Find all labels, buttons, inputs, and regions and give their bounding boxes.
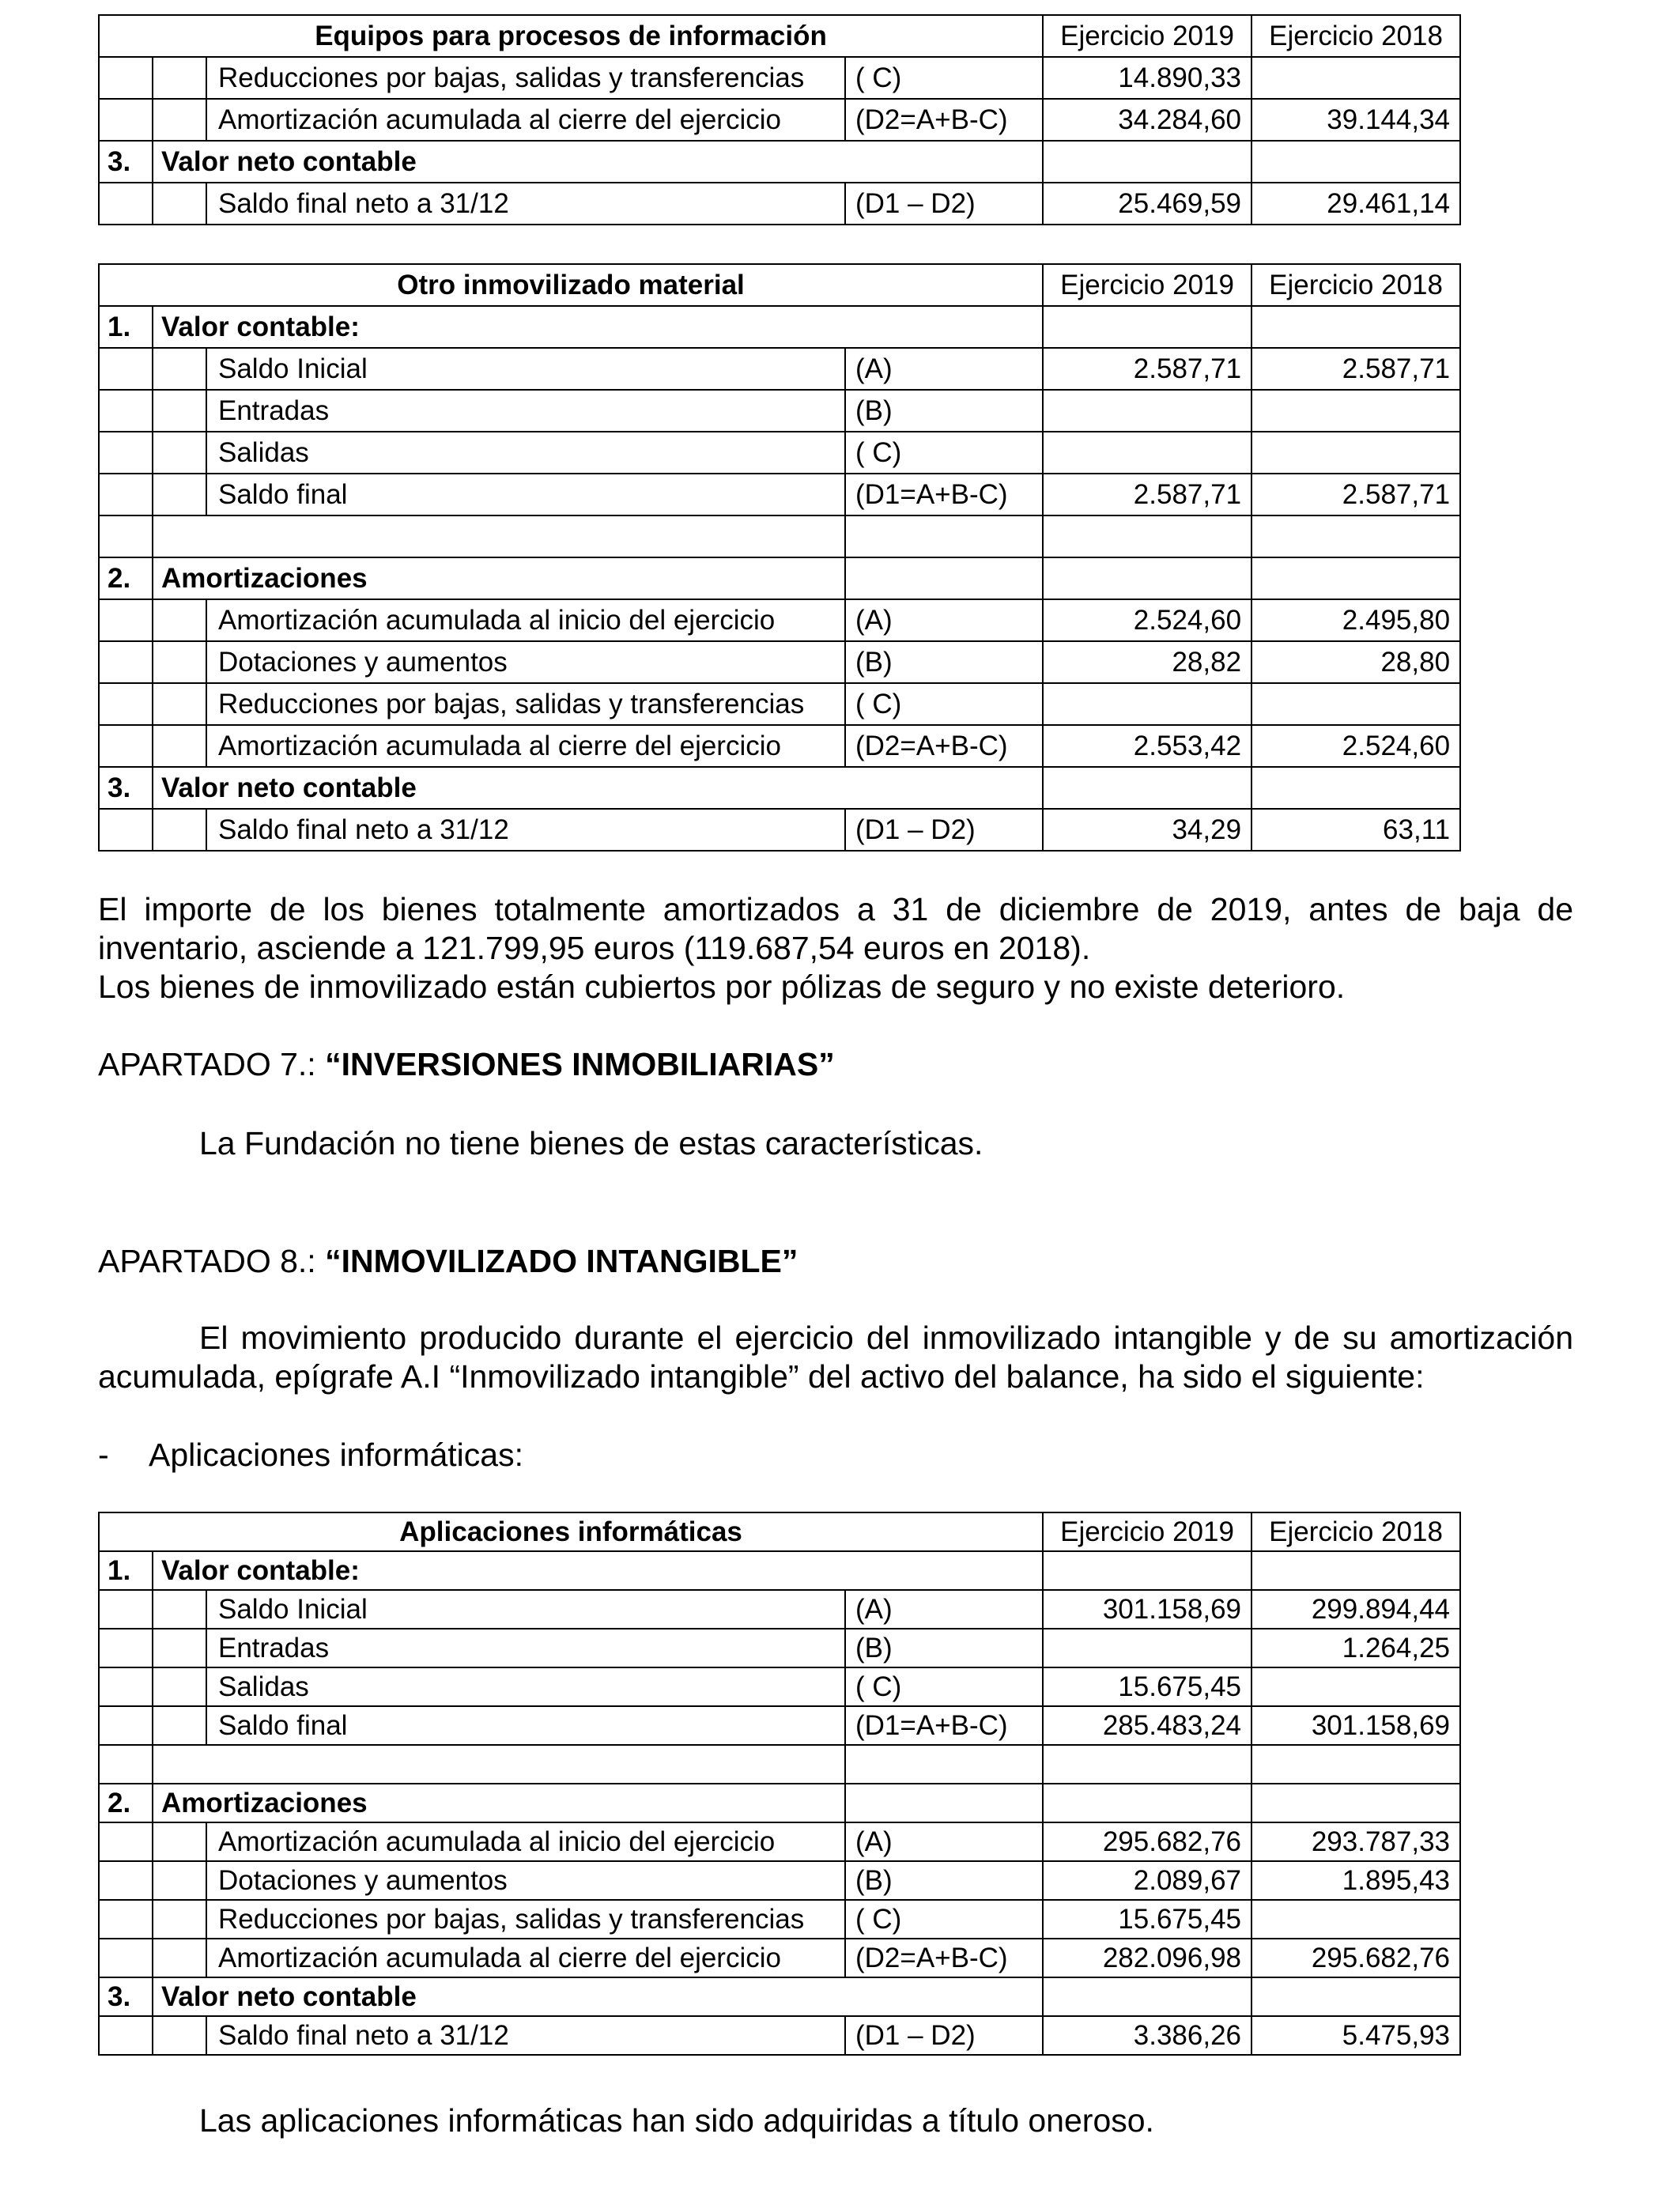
table-title: Aplicaciones informáticas xyxy=(99,1512,1043,1551)
table-otro-inmovilizado xyxy=(98,263,1461,852)
value-2019: 2.089,67 xyxy=(1043,1861,1252,1900)
value-2018: 1.895,43 xyxy=(1252,1861,1460,1900)
row-label: Saldo final xyxy=(206,1706,845,1745)
row-label: Amortización acumulada al cierre del ejercicio xyxy=(206,99,845,141)
table-row xyxy=(99,1667,1460,1706)
table-equipos xyxy=(98,14,1461,225)
row-label: Entradas xyxy=(206,1629,845,1667)
row-label: Dotaciones y aumentos xyxy=(206,1861,845,1900)
section-number: 3. xyxy=(99,767,153,809)
heading-prefix: APARTADO 7.: xyxy=(98,1046,326,1082)
row-label: Amortización acumulada al inicio del ejercicio xyxy=(206,599,845,641)
value-2018: 299.894,44 xyxy=(1252,1590,1460,1629)
row-label: Reducciones por bajas, salidas y transferencias xyxy=(206,1900,845,1939)
value-2019: 295.682,76 xyxy=(1043,1822,1252,1861)
value-2019: 25.469,59 xyxy=(1043,183,1252,225)
column-header-2018: Ejercicio 2018 xyxy=(1252,1512,1460,1551)
heading-apartado-7 xyxy=(98,1045,1573,1084)
value-2018: 301.158,69 xyxy=(1252,1706,1460,1745)
heading-title: “INMOVILIZADO INTANGIBLE” xyxy=(325,1243,798,1279)
row-label: Entradas xyxy=(206,390,845,432)
paragraph-seguro: Los bienes de inmovilizado están cubiertos por pólizas de seguro y no existe deterioro. xyxy=(98,969,1346,1005)
value-2018: 28,80 xyxy=(1252,641,1460,683)
bullet-label: Aplicaciones informáticas: xyxy=(149,1437,523,1473)
row-formula: ( C) xyxy=(845,432,1043,474)
paragraph-amortizados: El importe de los bienes totalmente amortizados a 31 de diciembre de 2019, antes de baja de inventario, asciende a 121.799,95 euros (119.687,54 euros en 2018). xyxy=(98,891,1573,966)
row-formula: (A) xyxy=(845,348,1043,390)
value-2018: 2.495,80 xyxy=(1252,599,1460,641)
row-formula: (D1 – D2) xyxy=(845,2016,1043,2055)
table-header-row xyxy=(99,264,1460,306)
row-formula: (B) xyxy=(845,641,1043,683)
value-2019: 3.386,26 xyxy=(1043,2016,1252,2055)
section-number: 3. xyxy=(99,1977,153,2016)
table-header-row xyxy=(99,1512,1460,1551)
value-2018 xyxy=(1252,432,1460,474)
row-label: Saldo Inicial xyxy=(206,348,845,390)
row-label: Saldo final neto a 31/12 xyxy=(206,2016,845,2055)
row-label: Saldo final xyxy=(206,474,845,515)
value-2019: 285.483,24 xyxy=(1043,1706,1252,1745)
table-row xyxy=(99,1822,1460,1861)
row-formula: ( C) xyxy=(845,1900,1043,1939)
section-number: 1. xyxy=(99,306,153,348)
row-label: Amortización acumulada al cierre del ejercicio xyxy=(206,725,845,767)
row-formula: (D2=A+B-C) xyxy=(845,725,1043,767)
bullet-dash: - xyxy=(98,1437,109,1473)
value-2018: 39.144,34 xyxy=(1252,99,1460,141)
column-header-2019: Ejercicio 2019 xyxy=(1043,264,1252,306)
section-row xyxy=(99,1784,1460,1822)
table-row xyxy=(99,390,1460,432)
heading-title: “INVERSIONES INMOBILIARIAS” xyxy=(325,1046,835,1082)
table-row xyxy=(99,683,1460,725)
heading-apartado-8 xyxy=(98,1242,1573,1281)
table-row-final xyxy=(99,183,1460,225)
section-label: Amortizaciones xyxy=(153,557,845,599)
table-row xyxy=(99,1590,1460,1629)
row-label: Salidas xyxy=(206,1667,845,1706)
section-row xyxy=(99,557,1460,599)
value-2018: 293.787,33 xyxy=(1252,1822,1460,1861)
row-label: Saldo Inicial xyxy=(206,1590,845,1629)
row-label: Salidas xyxy=(206,432,845,474)
value-2018: 295.682,76 xyxy=(1252,1939,1460,1977)
paragraph-closing: Las aplicaciones informáticas han sido adquiridas a título oneroso. xyxy=(199,2102,1154,2139)
row-label: Dotaciones y aumentos xyxy=(206,641,845,683)
spacer-row xyxy=(99,515,1460,557)
value-2019: 15.675,45 xyxy=(1043,1900,1252,1939)
value-2018: 1.264,25 xyxy=(1252,1629,1460,1667)
row-label: Saldo final neto a 31/12 xyxy=(206,809,845,851)
row-formula: (D1=A+B-C) xyxy=(845,1706,1043,1745)
row-formula: (A) xyxy=(845,1822,1043,1861)
table-row xyxy=(99,1629,1460,1667)
paragraph-apartado-8: El movimiento producido durante el ejercicio del inmovilizado intangible y de su amortización acumulada, epígrafe A.I “Inmovilizado intangible” del activo del balance, ha sido el siguiente: xyxy=(98,1320,1573,1395)
value-2019: 28,82 xyxy=(1043,641,1252,683)
paragraph-apartado-7: La Fundación no tiene bienes de estas características. xyxy=(199,1125,983,1161)
value-2019: 282.096,98 xyxy=(1043,1939,1252,1977)
section-number: 3. xyxy=(99,141,153,183)
section-label: Valor neto contable xyxy=(153,767,1043,809)
column-header-2019: Ejercicio 2019 xyxy=(1043,1512,1252,1551)
value-2019 xyxy=(1043,390,1252,432)
section-row xyxy=(99,141,1460,183)
row-label: Saldo final neto a 31/12 xyxy=(206,183,845,225)
row-formula: ( C) xyxy=(845,683,1043,725)
row-formula: (D1=A+B-C) xyxy=(845,474,1043,515)
row-formula: (D1 – D2) xyxy=(845,809,1043,851)
value-2018: 29.461,14 xyxy=(1252,183,1460,225)
value-2018: 63,11 xyxy=(1252,809,1460,851)
table-aplicaciones xyxy=(98,1512,1461,2056)
section-row xyxy=(99,1977,1460,2016)
table-row xyxy=(99,641,1460,683)
value-2019: 15.675,45 xyxy=(1043,1667,1252,1706)
section-label: Valor contable: xyxy=(153,1551,1043,1590)
value-2018: 5.475,93 xyxy=(1252,2016,1460,2055)
value-2018 xyxy=(1252,390,1460,432)
row-formula: (D2=A+B-C) xyxy=(845,99,1043,141)
value-2019: 2.587,71 xyxy=(1043,348,1252,390)
table-row xyxy=(99,432,1460,474)
table-row-final xyxy=(99,809,1460,851)
value-2018 xyxy=(1252,683,1460,725)
heading-prefix: APARTADO 8.: xyxy=(98,1243,326,1279)
value-2019: 14.890,33 xyxy=(1043,57,1252,99)
value-2018 xyxy=(1252,57,1460,99)
row-label: Reducciones por bajas, salidas y transferencias xyxy=(206,57,845,99)
value-2019: 2.524,60 xyxy=(1043,599,1252,641)
table-row xyxy=(99,99,1460,141)
value-2018 xyxy=(1252,1900,1460,1939)
section-label: Amortizaciones xyxy=(153,1784,845,1822)
row-formula: ( C) xyxy=(845,1667,1043,1706)
table-title: Otro inmovilizado material xyxy=(99,264,1043,306)
row-formula: (A) xyxy=(845,1590,1043,1629)
row-formula: (A) xyxy=(845,599,1043,641)
value-2018: 2.524,60 xyxy=(1252,725,1460,767)
table-header-row xyxy=(99,15,1460,57)
bullet-item xyxy=(98,1436,1573,1475)
row-formula: (D2=A+B-C) xyxy=(845,1939,1043,1977)
table-row xyxy=(99,725,1460,767)
value-2019: 2.587,71 xyxy=(1043,474,1252,515)
row-formula: (D1 – D2) xyxy=(845,183,1043,225)
section-number: 2. xyxy=(99,557,153,599)
table-row xyxy=(99,57,1460,99)
section-number: 1. xyxy=(99,1551,153,1590)
table-row xyxy=(99,1706,1460,1745)
value-2019: 301.158,69 xyxy=(1043,1590,1252,1629)
row-label: Amortización acumulada al cierre del ejercicio xyxy=(206,1939,845,1977)
value-2019: 34.284,60 xyxy=(1043,99,1252,141)
section-label: Valor contable: xyxy=(153,306,1043,348)
column-header-2019: Ejercicio 2019 xyxy=(1043,15,1252,57)
section-number: 2. xyxy=(99,1784,153,1822)
value-2019 xyxy=(1043,1629,1252,1667)
column-header-2018: Ejercicio 2018 xyxy=(1252,264,1460,306)
spacer-row xyxy=(99,1745,1460,1784)
section-row xyxy=(99,767,1460,809)
value-2018 xyxy=(1252,1667,1460,1706)
section-row xyxy=(99,1551,1460,1590)
column-header-2018: Ejercicio 2018 xyxy=(1252,15,1460,57)
value-2019: 2.553,42 xyxy=(1043,725,1252,767)
row-formula: (B) xyxy=(845,390,1043,432)
table-row xyxy=(99,1900,1460,1939)
table-row xyxy=(99,1861,1460,1900)
value-2018: 2.587,71 xyxy=(1252,474,1460,515)
value-2018: 2.587,71 xyxy=(1252,348,1460,390)
table-row xyxy=(99,474,1460,515)
section-label: Valor neto contable xyxy=(153,1977,1043,2016)
table-row-final xyxy=(99,2016,1460,2055)
section-row xyxy=(99,306,1460,348)
row-formula: ( C) xyxy=(845,57,1043,99)
row-formula: (B) xyxy=(845,1861,1043,1900)
table-title: Equipos para procesos de información xyxy=(99,15,1043,57)
value-2019 xyxy=(1043,432,1252,474)
section-label: Valor neto contable xyxy=(153,141,1043,183)
value-2019: 34,29 xyxy=(1043,809,1252,851)
value-2019 xyxy=(1043,683,1252,725)
table-row xyxy=(99,1939,1460,1977)
row-formula: (B) xyxy=(845,1629,1043,1667)
table-row xyxy=(99,348,1460,390)
row-label: Amortización acumulada al inicio del ejercicio xyxy=(206,1822,845,1861)
table-row xyxy=(99,599,1460,641)
row-label: Reducciones por bajas, salidas y transferencias xyxy=(206,683,845,725)
